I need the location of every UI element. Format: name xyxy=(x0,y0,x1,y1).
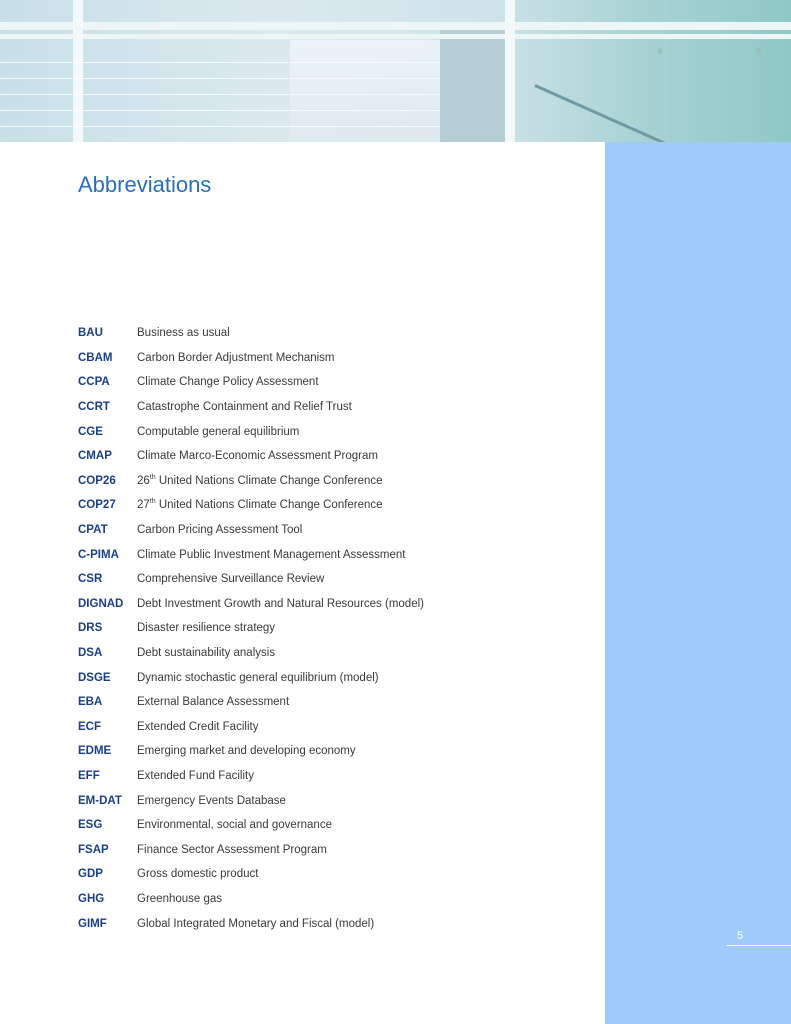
abbreviation-term: GIMF xyxy=(78,917,107,930)
ordinal-suffix: th xyxy=(149,474,156,482)
sidebar-panel xyxy=(605,142,791,1024)
abbreviation-list xyxy=(78,321,598,936)
abbreviation-definition: Emerging market and developing economy xyxy=(137,745,356,758)
ordinal-suffix: th xyxy=(149,498,156,506)
abbreviation-row xyxy=(78,370,598,395)
abbreviation-definition: Climate Change Policy Assessment xyxy=(137,376,319,389)
stair-rail xyxy=(0,126,440,127)
abbreviation-row xyxy=(78,592,598,617)
abbreviation-row xyxy=(78,518,598,543)
abbreviation-row xyxy=(78,444,598,469)
abbreviation-definition: Comprehensive Surveillance Review xyxy=(137,573,325,586)
abbreviation-term: COP26 xyxy=(78,474,116,487)
abbreviation-row xyxy=(78,395,598,420)
stair-rail xyxy=(0,78,440,79)
abbreviation-definition: Carbon Border Adjustment Mechanism xyxy=(137,351,335,364)
abbreviation-definition xyxy=(137,499,383,511)
stair-rail xyxy=(0,62,440,63)
abbreviation-term: CPAT xyxy=(78,524,108,537)
abbreviation-term: FSAP xyxy=(78,843,109,856)
page-number-rule xyxy=(727,945,791,946)
window-mullion xyxy=(73,0,83,142)
abbreviation-row xyxy=(78,641,598,666)
abbreviation-definition: Dynamic stochastic general equilibrium (model) xyxy=(137,671,379,684)
stair-handrail xyxy=(534,84,709,142)
abbreviation-definition: Emergency Events Database xyxy=(137,794,286,807)
abbreviation-row xyxy=(78,813,598,838)
abbreviation-definition: Global Integrated Monetary and Fiscal (model) xyxy=(137,917,375,930)
abbreviation-term: EBA xyxy=(78,696,103,709)
abbreviation-term: CSR xyxy=(78,573,103,586)
abbreviation-definition: Computable general equilibrium xyxy=(137,425,300,438)
abbreviation-term: CGE xyxy=(78,425,103,438)
abbreviation-term: ECF xyxy=(78,720,101,733)
wall-bolt xyxy=(756,48,762,54)
abbreviation-row xyxy=(78,616,598,641)
abbreviation-row xyxy=(78,542,598,567)
stair-rail xyxy=(0,110,440,111)
ordinal-number: 27 xyxy=(137,499,150,512)
abbreviation-row xyxy=(78,837,598,862)
abbreviation-row xyxy=(78,690,598,715)
abbreviation-term: BAU xyxy=(78,327,103,340)
abbreviation-term: DIGNAD xyxy=(78,597,124,610)
abbreviation-row xyxy=(78,764,598,789)
abbreviation-row xyxy=(78,887,598,912)
abbreviation-row xyxy=(78,469,598,494)
abbreviation-term: GHG xyxy=(78,892,105,905)
abbreviation-row xyxy=(78,493,598,518)
header-photo xyxy=(0,0,791,142)
abbreviation-term: CBAM xyxy=(78,351,113,364)
abbreviation-row xyxy=(78,788,598,813)
abbreviation-row xyxy=(78,346,598,371)
window-beam xyxy=(0,34,791,39)
abbreviation-definition: Debt sustainability analysis xyxy=(137,647,276,660)
abbreviation-term: DRS xyxy=(78,622,103,635)
abbreviation-definition: Greenhouse gas xyxy=(137,892,223,905)
abbreviation-term: COP27 xyxy=(78,499,116,512)
definition-text: United Nations Climate Change Conference xyxy=(155,499,383,512)
abbreviation-term: DSA xyxy=(78,647,103,660)
abbreviation-definition: Disaster resilience strategy xyxy=(137,622,276,635)
abbreviation-term: ESG xyxy=(78,819,103,832)
window-mullion xyxy=(505,0,515,142)
abbreviation-definition: Debt Investment Growth and Natural Resources (model) xyxy=(137,597,424,610)
abbreviation-term: EDME xyxy=(78,745,112,758)
abbreviation-row xyxy=(78,419,598,444)
abbreviation-definition: Climate Public Investment Management Assessment xyxy=(137,548,406,561)
wall-bolt xyxy=(657,48,663,54)
definition-text: United Nations Climate Change Conference xyxy=(155,474,383,487)
abbreviation-term: CMAP xyxy=(78,450,112,463)
abbreviation-term: CCRT xyxy=(78,401,110,414)
abbreviation-term: CCPA xyxy=(78,376,110,389)
abbreviation-term: GDP xyxy=(78,868,103,881)
abbreviation-term: EM-DAT xyxy=(78,794,122,807)
abbreviation-definition: Climate Marco-Economic Assessment Program xyxy=(137,450,378,463)
abbreviation-definition: Carbon Pricing Assessment Tool xyxy=(137,524,303,537)
abbreviation-definition: Environmental, social and governance xyxy=(137,819,332,832)
window-beam xyxy=(0,22,791,30)
abbreviation-definition xyxy=(137,475,383,487)
stair-rail xyxy=(0,94,440,95)
page-title: Abbreviations xyxy=(78,172,212,197)
abbreviation-row xyxy=(78,321,598,346)
abbreviation-term: EFF xyxy=(78,769,100,782)
abbreviation-definition: Catastrophe Containment and Relief Trust xyxy=(137,401,352,414)
abbreviation-definition: Finance Sector Assessment Program xyxy=(137,843,327,856)
abbreviation-row xyxy=(78,911,598,936)
page-number: 5 xyxy=(737,930,744,942)
abbreviation-row xyxy=(78,665,598,690)
abbreviation-definition: Extended Fund Facility xyxy=(137,769,254,782)
ordinal-number: 26 xyxy=(137,474,150,487)
abbreviation-definition: Gross domestic product xyxy=(137,868,259,881)
wall-shadow xyxy=(440,28,510,142)
abbreviation-term: C-PIMA xyxy=(78,548,119,561)
abbreviation-definition: External Balance Assessment xyxy=(137,696,290,709)
abbreviation-definition: Business as usual xyxy=(137,327,230,340)
abbreviation-row xyxy=(78,862,598,887)
abbreviation-row xyxy=(78,739,598,764)
abbreviation-term: DSGE xyxy=(78,671,111,684)
abbreviation-definition: Extended Credit Facility xyxy=(137,720,259,733)
abbreviation-row xyxy=(78,567,598,592)
abbreviation-row xyxy=(78,715,598,740)
